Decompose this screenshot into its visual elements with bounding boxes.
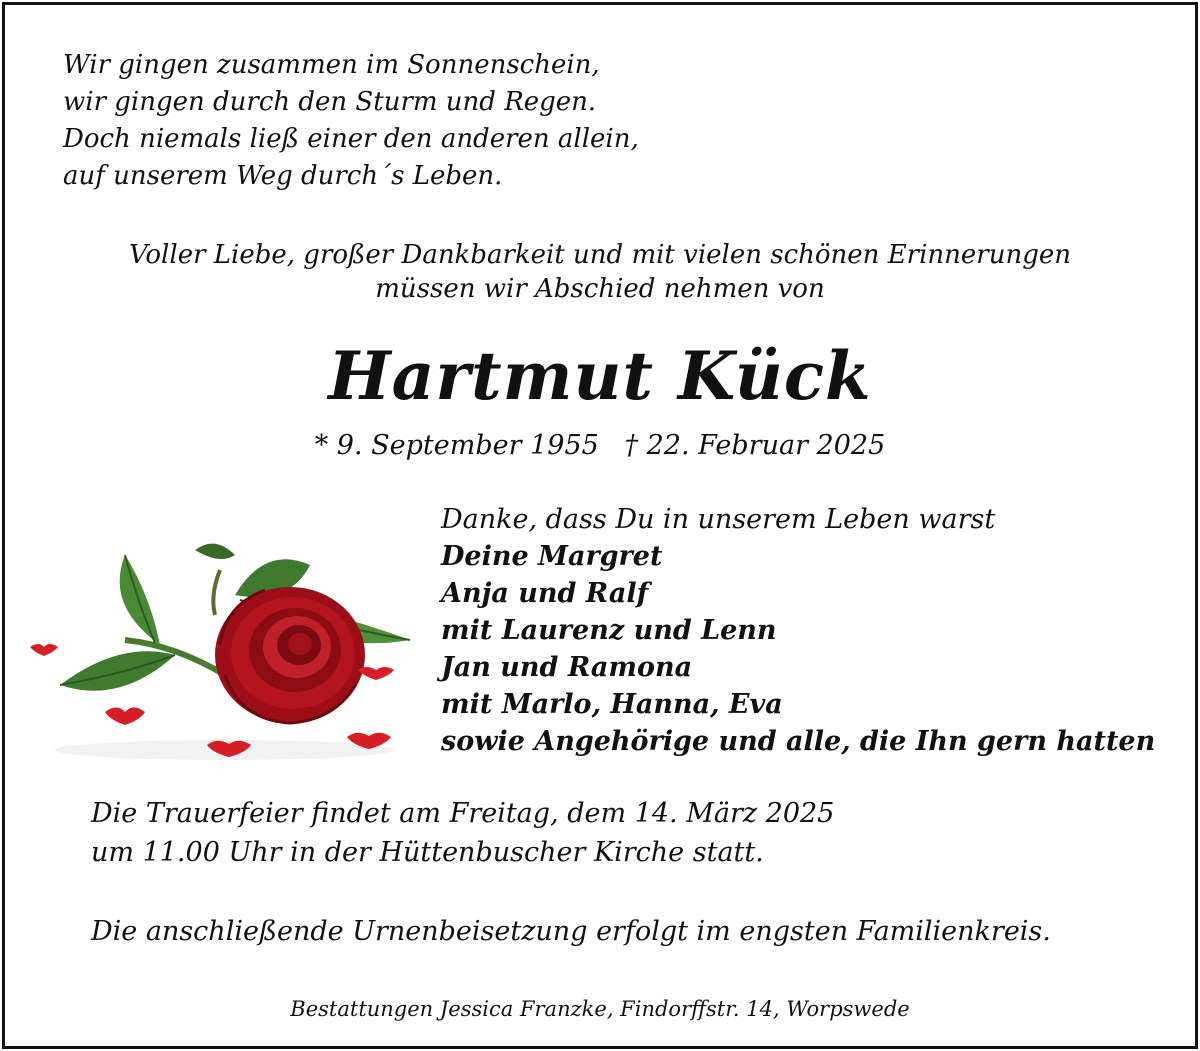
poem [63,47,639,195]
funeral-home: Bestattungen Jessica Franzke, Findorffstr. 14, Worpswede [290,997,910,1021]
thanks-line: Danke, dass Du in unserem Leben warst [441,504,996,535]
poem-line: Doch niemals ließ einer den anderen allein, [63,124,639,154]
intro-line: müssen wir Abschied nehmen von [375,274,825,304]
red-rose-with-hearts-icon [25,525,415,765]
intro-line: Voller Liebe, großer Dankbarkeit und mit vielen schönen Erinnerungen [129,240,1071,270]
mourner-line: mit Marlo, Hanna, Eva [441,689,783,720]
service-line: um 11.00 Uhr in der Hüttenbuscher Kirche statt. [91,837,764,868]
mourner-line: mit Laurenz und Lenn [441,615,777,646]
family-signatures [441,501,1155,760]
service-line: Die Trauerfeier findet am Freitag, dem 14. März 2025 [91,798,835,829]
poem-line: auf unserem Weg durch´s Leben. [63,161,503,191]
mourner-line: sowie Angehörige und alle, die Ihn gern hatten [441,726,1156,757]
poem-line: wir gingen durch den Sturm und Regen. [63,87,597,117]
mourner-line: Deine Margret [441,541,663,572]
obituary-card [2,2,1198,1049]
poem-line: Wir gingen zusammen im Sonnenschein, [63,50,600,80]
funeral-service-info [91,794,834,872]
burial-info: Die anschließende Urnenbeisetzung erfolgt im engsten Familienkreis. [91,916,1051,947]
life-dates: * 9. September 1955 † 22. Februar 2025 [314,430,886,461]
mourner-line: Jan und Ramona [441,652,693,683]
intro-text [5,238,1195,306]
mourner-line: Anja und Ralf [441,578,649,609]
deceased-name: Hartmut Kück [328,337,872,415]
